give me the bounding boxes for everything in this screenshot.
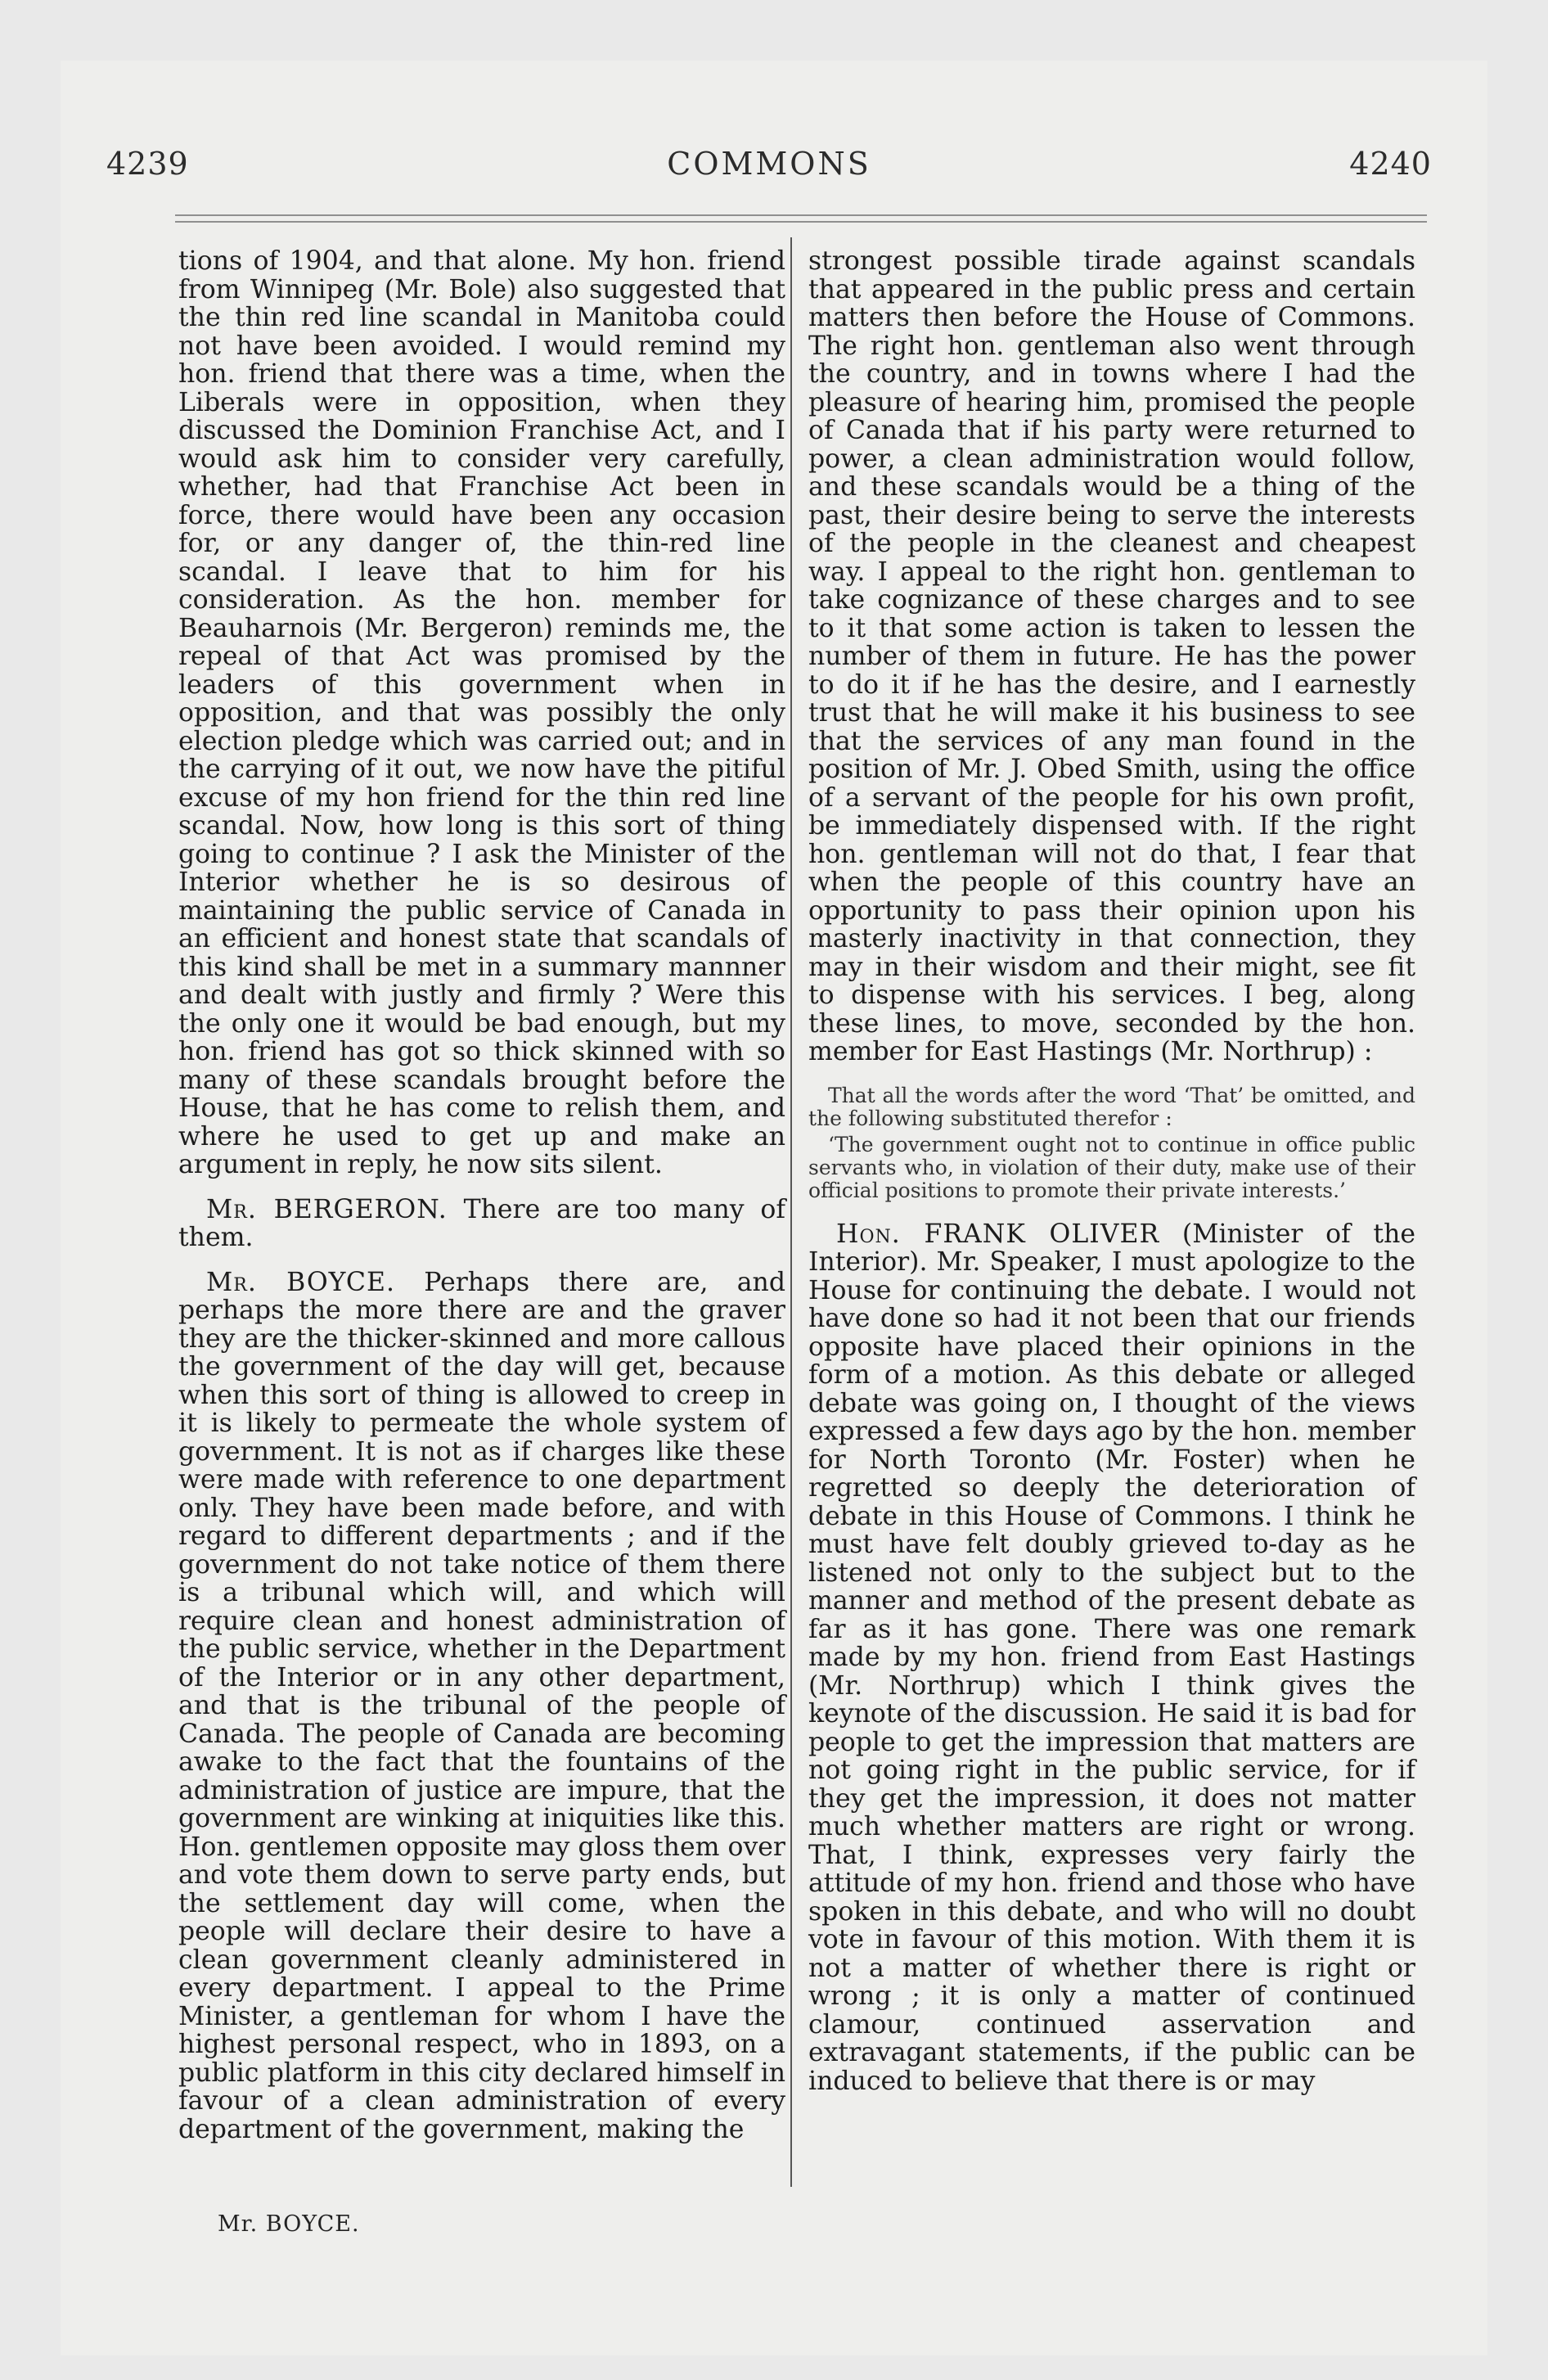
running-footer: Mr. BOYCE. (218, 2211, 360, 2237)
header-rule-bottom (175, 221, 1427, 223)
motion-quote (808, 1084, 1415, 1202)
page-header (106, 146, 1432, 195)
right-column (808, 247, 1415, 2095)
right-page-number: 4240 (1349, 146, 1432, 182)
page-title: COMMONS (667, 146, 871, 182)
speaker-name: Mr. BERGERON. (206, 1194, 448, 1224)
left-column (178, 247, 785, 2143)
speaker-name: Hon. FRANK OLIVER (836, 1219, 1160, 1249)
left-paragraph-3 (178, 1269, 785, 2144)
column-divider (790, 237, 792, 2187)
left-paragraph-1: tions of 1904, and that alone. My hon. friend from Winnipeg (Mr. Bole) also suggested that the thin red line scandal in Manitoba could not have been avoided. I would remind my hon. friend that there was a time, when the Liberals were in opposition, when they discussed the Dominion Franchise Act, and I would ask him to consider very carefully, whether, had that Franchise Act been in force, there would have been any occasion for, or any danger of, the thin-red line scandal. I leave that to him for his consideration. As the hon. member for Beauharnois (Mr. Bergeron) reminds me, the repeal of that Act was promised by the leaders of this government when in opposition, and that was possibly the only election pledge which was carried out; and in the carrying of it out, we now have the pitiful excuse of my hon friend for the thin red line scandal. Now, how long is this sort of thing going to continue ? I ask the Minister of the Interior whether he is so desirous of maintaining the public service of Canada in an efficient and honest state that scandals of this kind shall be met in a summary mannner and dealt with justly and firmly ? Were this the only one it would be bad enough, but my hon. friend has got so thick skinned with so many of these scandals brought before the House, that he has come to relish them, and where he used to get up and make an argument in reply, he now sits silent. (178, 246, 785, 1179)
speech-text: There are too many of them. (178, 1194, 785, 1252)
motion-quote-line-1: That all the words after the word ‘That’ be omitted, and the following substituted therefor : (808, 1083, 1415, 1130)
speech-text: Perhaps there are, and perhaps the more there are and the graver they are the thicker-skinned and more callous the government of the day will get, because when this sort of thing is allowed to creep in it is likely to permeate the whole system of government. It is not as if charges like these were made with reference to one department only. They have been made before, and with regard to different departments ; and if the government do not take notice of them there is a tribunal which will, and which will require clean and honest administration of the public service, whether in the Department of the Interior or in any other department, and that is the tribunal of the people of Canada. The people of Canada are becoming awake to the fact that the fountains of the administration of justice are impure, that the government are winking at iniquities like this. Hon. gentlemen opposite may gloss them over and vote them down to serve party ends, but the settlement day will come, when the people will declare their desire to have a clean government cleanly administered in every department. I appeal to the Prime Minister, a gentleman for whom I have the highest personal respect, who in 1893, on a public platform in this city declared himself in favour of a clean administration of every department of the government, making the (178, 1267, 785, 2144)
left-page-number: 4239 (106, 146, 189, 182)
right-paragraph-1: strongest possible tirade against scandals that appeared in the public press and certain matters then before the House of Commons. The right hon. gentleman also went through the country, and in towns where I had the pleasure of hearing him, promised the people of Canada that if his party were returned to power, a clean administration would follow, and these scandals would be a thing of the past, their desire being to serve the interests of the people in the cleanest and cheapest way. I appeal to the right hon. gentleman to take cognizance of these charges and to see to it that some action is taken to lessen the number of them in future. He has the power to do it if he has the desire, and I earnestly trust that he will make it his business to see that the services of any man found in the position of Mr. J. Obed Smith, using the office of a servant of the people for his own profit, be immediately dispensed with. If the right hon. gentleman will not do that, I fear that when the people of this country have an opportunity to pass their opinion upon his masterly inactivity in that connection, they may in their wisdom and their might, see fit to dispense with his services. I beg, along these lines, to move, seconded by the hon. member for East Hastings (Mr. Northrup) : (808, 246, 1415, 1066)
motion-quote-line-2: ‘The government ought not to continue in office public servants who, in violation of their duty, make use of their official positions to promote their private interests.’ (808, 1132, 1415, 1202)
speaker-name: Mr. BOYCE. (206, 1267, 396, 1297)
header-rule-top (175, 214, 1427, 216)
speech-text: (Minister of the Interior). Mr. Speaker, I must apologize to the House for continuing the debate. I would not have done so had it not been that our friends opposite have placed their opinions in the form of a motion. As this debate or alleged debate was going on, I thought of the views expressed a few days ago by the hon. member for North Toronto (Mr. Foster) when he regretted so deeply the deterioration of debate in this House of Commons. I think he must have felt doubly grieved to-day as he listened not only to the subject but to the manner and method of the present debate as far as it has gone. There was one remark made by my hon. friend from East Hastings (Mr. Northrup) which I think gives the keynote of the discussion. He said it is bad for people to get the impression that matters are not going right in the public service, for if they get the impression, it does not matter much whether matters are right or wrong. That, I think, expresses very fairly the attitude of my hon. friend and those who have spoken in this debate, and who will no doubt vote in favour of this motion. With them it is not a matter of whether there is right or wrong ; it is only a matter of continued clamour, continued asservation and extravagant statements, if the public can be induced to believe that there is or may (808, 1219, 1416, 2096)
right-paragraph-2 (808, 1220, 1415, 2096)
left-paragraph-2 (178, 1196, 785, 1252)
